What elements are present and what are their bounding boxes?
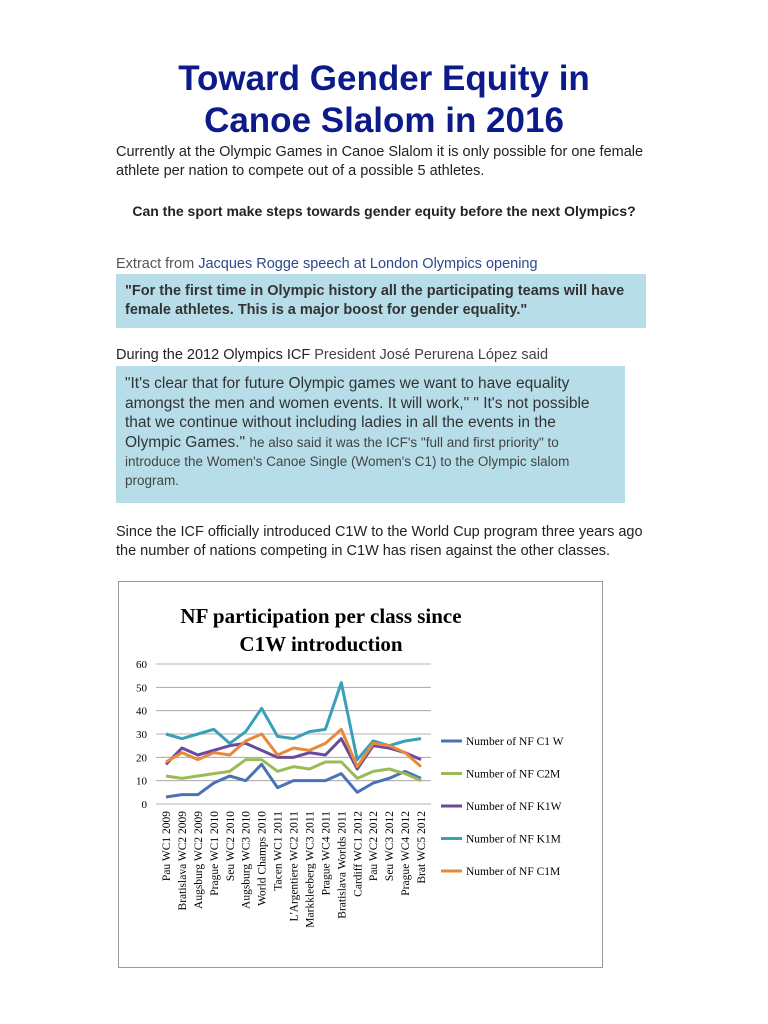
x-tick-label: Cardiff WC1 2012 — [352, 811, 365, 897]
x-tick-label: Prague WC4 2011 — [320, 811, 333, 896]
extract-line — [116, 256, 538, 272]
rogge-speech-link[interactable]: Jacques Rogge speech at London Olympics opening — [198, 256, 538, 272]
legend-label: Number of NF C1 W — [466, 736, 564, 748]
said-rest: President José Perurena López said — [314, 347, 549, 363]
legend-label: Number of NF C2M — [466, 768, 561, 781]
question-heading: Can the sport make steps towards gender equity before the next Olympics? — [132, 203, 636, 219]
rogge-quote: "For the first time in Olympic history all the participating teams will have female athletes. This is a major boost for gender equality." — [125, 283, 625, 318]
participation-chart — [119, 582, 602, 967]
since-paragraph: Since the ICF officially introduced C1W to the World Cup program three years ago the number of nations competing in C1W has risen against the other classes. — [116, 524, 643, 559]
perurena-quote: "It's clear that for future Olympic games we want to have equality amongst the men and women events. It will work," " It's not possible that we continue without including ladies in all the events in the Olympic Games." — [125, 375, 590, 451]
x-tick-label: Augsburg WC3 2010 — [240, 811, 253, 909]
chart-title-line-2: C1W introduction — [239, 632, 403, 656]
title-line-1: Toward Gender Equity in — [178, 59, 590, 98]
series-line-2 — [166, 760, 421, 781]
y-tick-label: 50 — [136, 682, 147, 695]
x-tick-label: Seu WC2 2010 — [224, 811, 237, 882]
said-prefix: During the 2012 Olympics ICF — [116, 347, 311, 363]
y-tick-label: 40 — [136, 705, 147, 718]
y-tick-label: 0 — [141, 799, 147, 811]
extract-prefix: Extract from — [116, 256, 195, 272]
intro-paragraph: Currently at the Olympic Games in Canoe Slalom it is only possible for one female athlete per nation to compete out of a possible 5 athletes. — [116, 144, 644, 179]
x-tick-label: Prague WC4 2012 — [400, 811, 413, 896]
legend-label: Number of NF K1M — [466, 833, 561, 846]
y-tick-label: 30 — [136, 729, 147, 741]
y-tick-label: 60 — [136, 659, 147, 671]
x-tick-label: Pau WC2 2012 — [368, 811, 381, 882]
x-tick-label: Bratislava WC2 2009 — [176, 811, 189, 911]
x-tick-label: Markkleeberg WC3 2011 — [304, 811, 317, 928]
rogge-quote-box — [116, 274, 646, 328]
x-tick-label: Prague WC1 2010 — [208, 811, 221, 896]
perurena-note: he also said it was the ICF's "full and first priority" to introduce the Women's Canoe Single (Women's C1) to the Olympic slalom program. — [125, 434, 570, 488]
page-title — [0, 58, 768, 142]
x-tick-label: Augsburg WC2 2009 — [192, 811, 205, 909]
title-line-2: Canoe Slalom in 2016 — [204, 101, 564, 140]
y-tick-label: 10 — [136, 775, 147, 788]
chart-frame — [118, 581, 603, 968]
x-tick-label: Pau WC1 2009 — [161, 811, 173, 882]
x-tick-label: Seu WC3 2012 — [384, 811, 397, 882]
legend-label: Number of NF K1W — [466, 801, 562, 813]
x-tick-label: Tacen WC1 2011 — [272, 811, 285, 891]
perurena-quote-box — [116, 366, 625, 503]
chart-title-line-1: NF participation per class since — [180, 604, 462, 628]
x-tick-label: Bratislava Worlds 2011 — [336, 811, 349, 919]
legend-label: Number of NF C1M — [466, 866, 561, 878]
x-tick-label: Brat WC5 2012 — [416, 811, 428, 884]
x-tick-label: L'Argentiere WC2 2011 — [288, 811, 301, 922]
x-tick-label: World Champs 2010 — [256, 811, 269, 906]
y-tick-label: 20 — [136, 752, 147, 765]
said-line — [116, 347, 548, 363]
